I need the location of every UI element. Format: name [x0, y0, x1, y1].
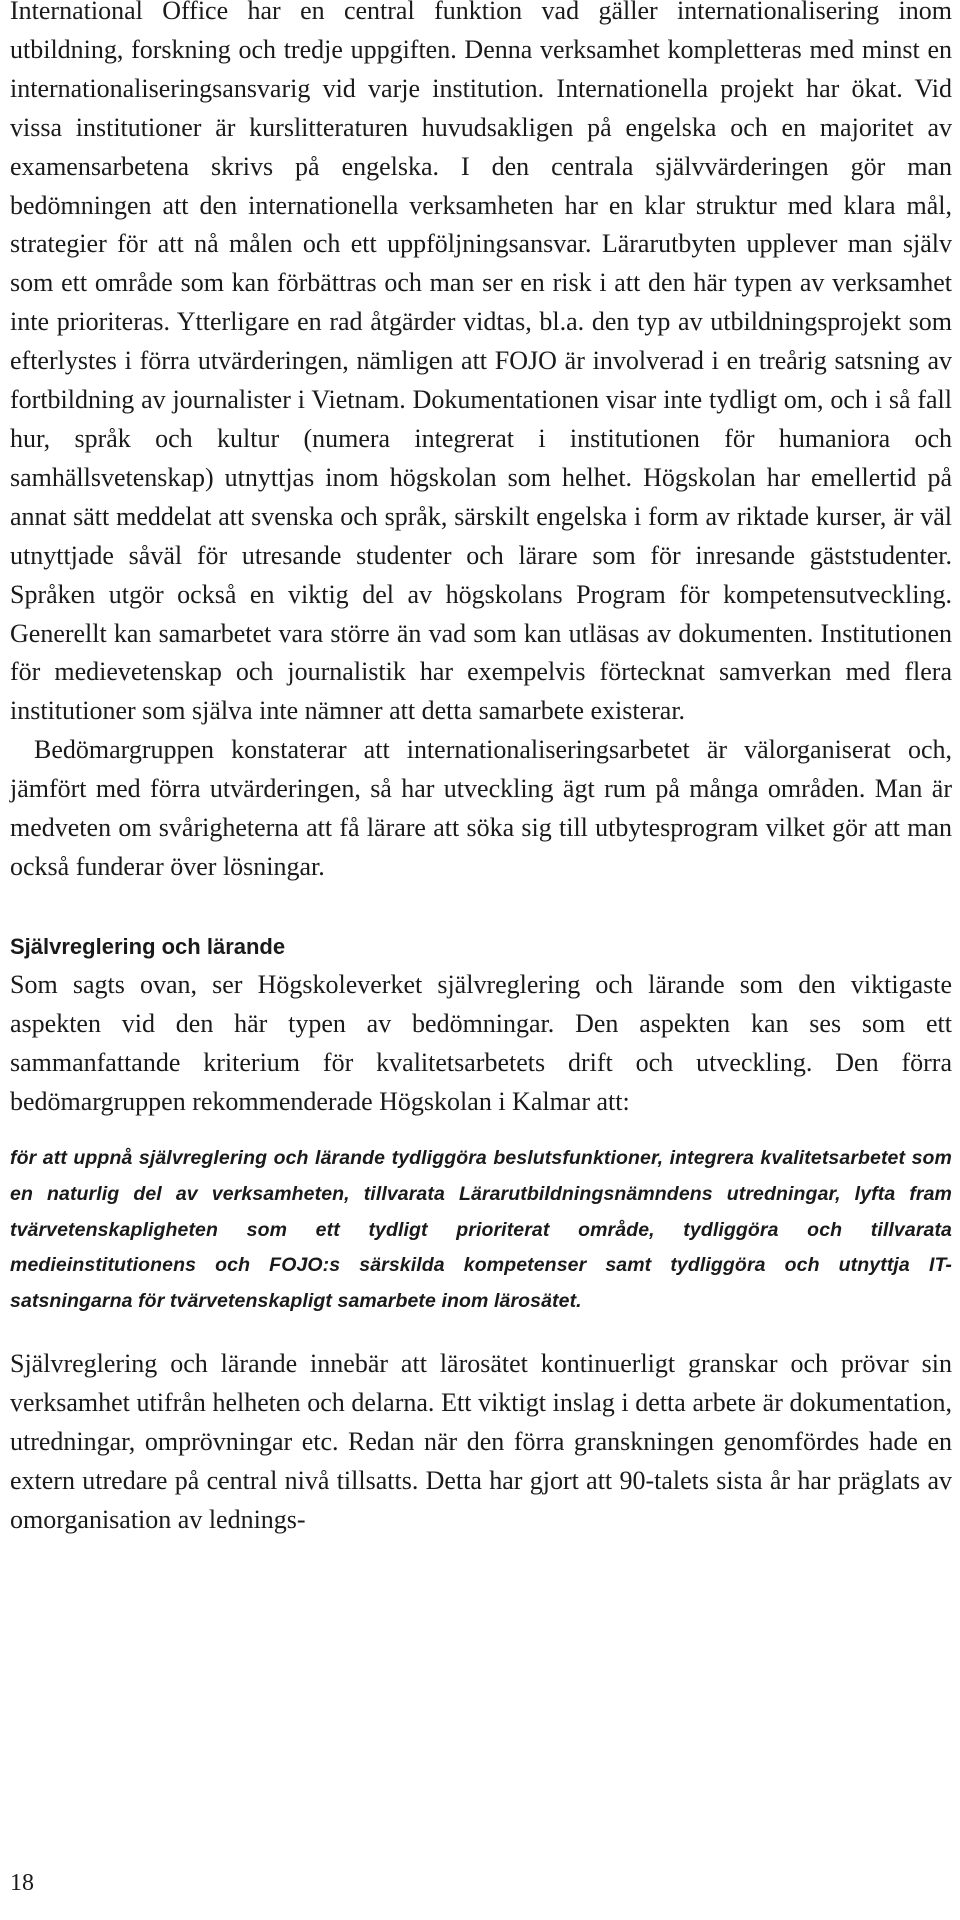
document-page — [10, 0, 952, 1540]
paragraph-bedomargruppen: Bedömargruppen konstaterar att internationaliseringsarbetet är välorganiserat och, jämfört med förra utvärderingen, så har utveckling ägt rum på många områden. Man är medveten om svårigheterna att få lärare att söka sig till utbytesprogram vilket gör att man också funderar över lösningar. — [10, 735, 952, 881]
recommendation-quote: för att uppnå självreglering och lärande tydliggöra beslutsfunktioner, integrera kvalitetsarbetet som en naturlig del av verksamheten, tillvarata Lärarutbildningsnämndens utredningar, lyfta fram tvärvetenskapligheten som ett tydligt prioriterat område, tydliggöra och tillvarata medieinstitutionens och FOJO:s särskilda kompetenser samt tydliggöra och utnyttja IT-satsningarna för tvärvetenskapligt samarbete inom lärosätet. — [10, 1147, 952, 1312]
paragraph-som-sagts: Som sagts ovan, ser Högskoleverket självreglering och lärande som den viktigaste aspekten vid den här typen av bedömningar. Den aspekten kan ses som ett sammanfattande kriterium för kvalitetsarbetets drift och utveckling. Den förra bedömargruppen rekommenderade Högskolan i Kalmar att: — [10, 969, 952, 1116]
page-number: 18 — [10, 1870, 34, 1896]
section-heading: Självreglering och lärande — [10, 933, 286, 959]
paragraph-internationalisering: International Office har en central funktion vad gäller internationalisering inom utbildning, forskning och tredje uppgiften. Denna verksamhet kompletteras med minst en internationaliseringsansvarig vid varje institution. Internationella projekt har ökat. Vid vissa institutioner är kurslitteraturen huvudsakligen på engelska och en majoritet av examensarbetena skrivs på engelska. I den centrala självvärderingen gör man bedömningen att den internationella verksamheten har en klar struktur med klara mål, strategier för att nå målen och ett uppföljningsansvar. Lärarutbyten upplever man själv som ett område som kan förbättras och man ser en risk i att den här typen av verksamhet inte prioriteras. Ytterligare en rad åtgärder vidtas, bl.a. den typ av utbildningsprojekt som efterlystes i förra utvärderingen, nämligen att FOJO är involverad i en treårig satsning av fortbildning av journalister i Vietnam. Dokumentationen visar inte tydligt om, och i så fall hur, språk och kultur (numera integrerat i institutionen för humaniora och samhällsvetenskap) utnyttjas inom högskolan som helhet. Högskolan har emellertid på annat sätt meddelat att svenska och språk, särskilt engelska i form av riktade kurser, är väl utnyttjade såväl för utresande studenter och lärare som för inresande gäststudenter. Språken utgör också en viktig del av högskolans Program för kompetensutveckling. Generellt kan samarbetet vara större än vad som kan utläsas av dokumenten. Institutionen för medievetenskap och journalistik har exempelvis förtecknat samverkan med flera institutioner som själva inte nämner att detta samarbete existerar. — [10, 0, 952, 726]
paragraph-sjalvreglering: Självreglering och lärande innebär att lärosätet kontinuerligt granskar och prövar sin verksamhet utifrån helheten och delarna. Ett viktigt inslag i detta arbete är dokumentation, utredningar, omprövningar etc. Redan när den förra granskningen genomfördes hade en extern utredare på central nivå tillsatts. Detta har gjort att 90-talets sista år har präglats av omorganisation av lednings- — [10, 1349, 952, 1535]
